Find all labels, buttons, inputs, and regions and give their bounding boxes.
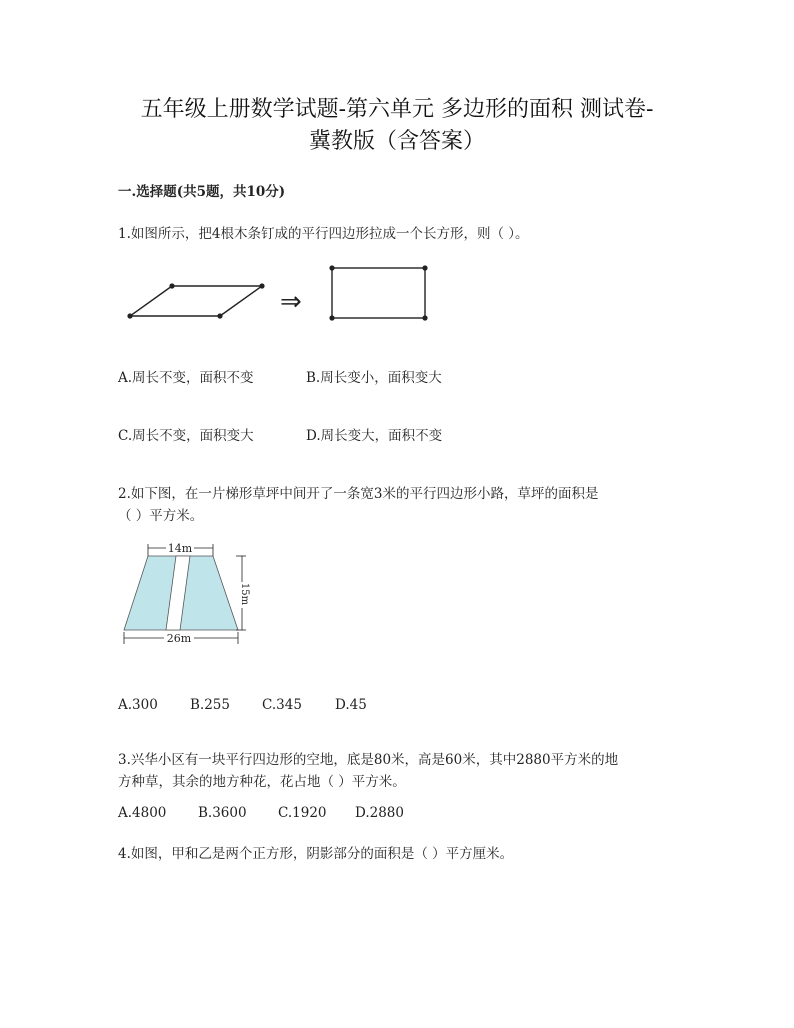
vertex-dot bbox=[217, 313, 222, 318]
question-4-text: 4.如图，甲和乙是两个正方形，阴影部分的面积是（ ）平方厘米。 bbox=[118, 846, 514, 862]
question-2-option-d: D.45 bbox=[335, 697, 367, 713]
height-label: 15m bbox=[239, 582, 250, 606]
bottom-length-label: 26m bbox=[166, 632, 192, 645]
vertex-dot bbox=[329, 265, 334, 270]
question-1-figure bbox=[120, 258, 440, 328]
vertex-dot bbox=[169, 283, 174, 288]
vertex-dot bbox=[259, 283, 264, 288]
vertex-dot bbox=[329, 315, 334, 320]
question-2-figure bbox=[118, 538, 258, 650]
question-1-text: 1.如图所示，把4根木条钉成的平行四边形拉成一个长方形，则（ ）。 bbox=[118, 226, 529, 242]
rectangle-shape bbox=[332, 268, 425, 318]
vertex-dot bbox=[422, 315, 427, 320]
question-2-option-b: B.255 bbox=[190, 697, 230, 713]
question-3-option-c: C.1920 bbox=[278, 805, 327, 821]
title-line-2: 冀教版（含答案） bbox=[308, 129, 485, 154]
question-1-option-d: D.周长变大，面积不变 bbox=[306, 428, 443, 444]
question-3-text-line-2: 方种草，其余的地方种花，花占地（ ）平方米。 bbox=[118, 774, 406, 790]
section-heading: 一.选择题(共5题，共10分) bbox=[118, 184, 286, 200]
question-3-option-a: A.4800 bbox=[118, 805, 167, 821]
vertex-dot bbox=[127, 313, 132, 318]
question-2-option-a: A.300 bbox=[118, 697, 158, 713]
question-2-text-line-1: 2.如下图，在一片梯形草坪中间开了一条宽3米的平行四边形小路，草坪的面积是 bbox=[118, 486, 599, 502]
question-2-option-c: C.345 bbox=[262, 697, 302, 713]
parallelogram-shape bbox=[130, 286, 262, 316]
document-title bbox=[0, 94, 794, 158]
question-1-option-a: A.周长不变，面积不变 bbox=[118, 370, 254, 386]
question-3-option-b: B.3600 bbox=[198, 805, 247, 821]
vertex-dot bbox=[422, 265, 427, 270]
question-1-option-b: B.周长变小，面积变大 bbox=[306, 370, 442, 386]
transform-arrow: ⇒ bbox=[280, 287, 302, 317]
question-1-option-c: C.周长不变，面积变大 bbox=[118, 428, 254, 444]
question-2-text-line-2: （ ）平方米。 bbox=[118, 508, 204, 524]
top-length-label: 14m bbox=[167, 542, 193, 555]
question-3-option-d: D.2880 bbox=[355, 805, 404, 821]
title-line-1: 五年级上册数学试题-第六单元 多边形的面积 测试卷- bbox=[140, 97, 654, 122]
question-3-text-line-1: 3.兴华小区有一块平行四边形的空地，底是80米，高是60米，其中2880平方米的地 bbox=[118, 752, 619, 768]
